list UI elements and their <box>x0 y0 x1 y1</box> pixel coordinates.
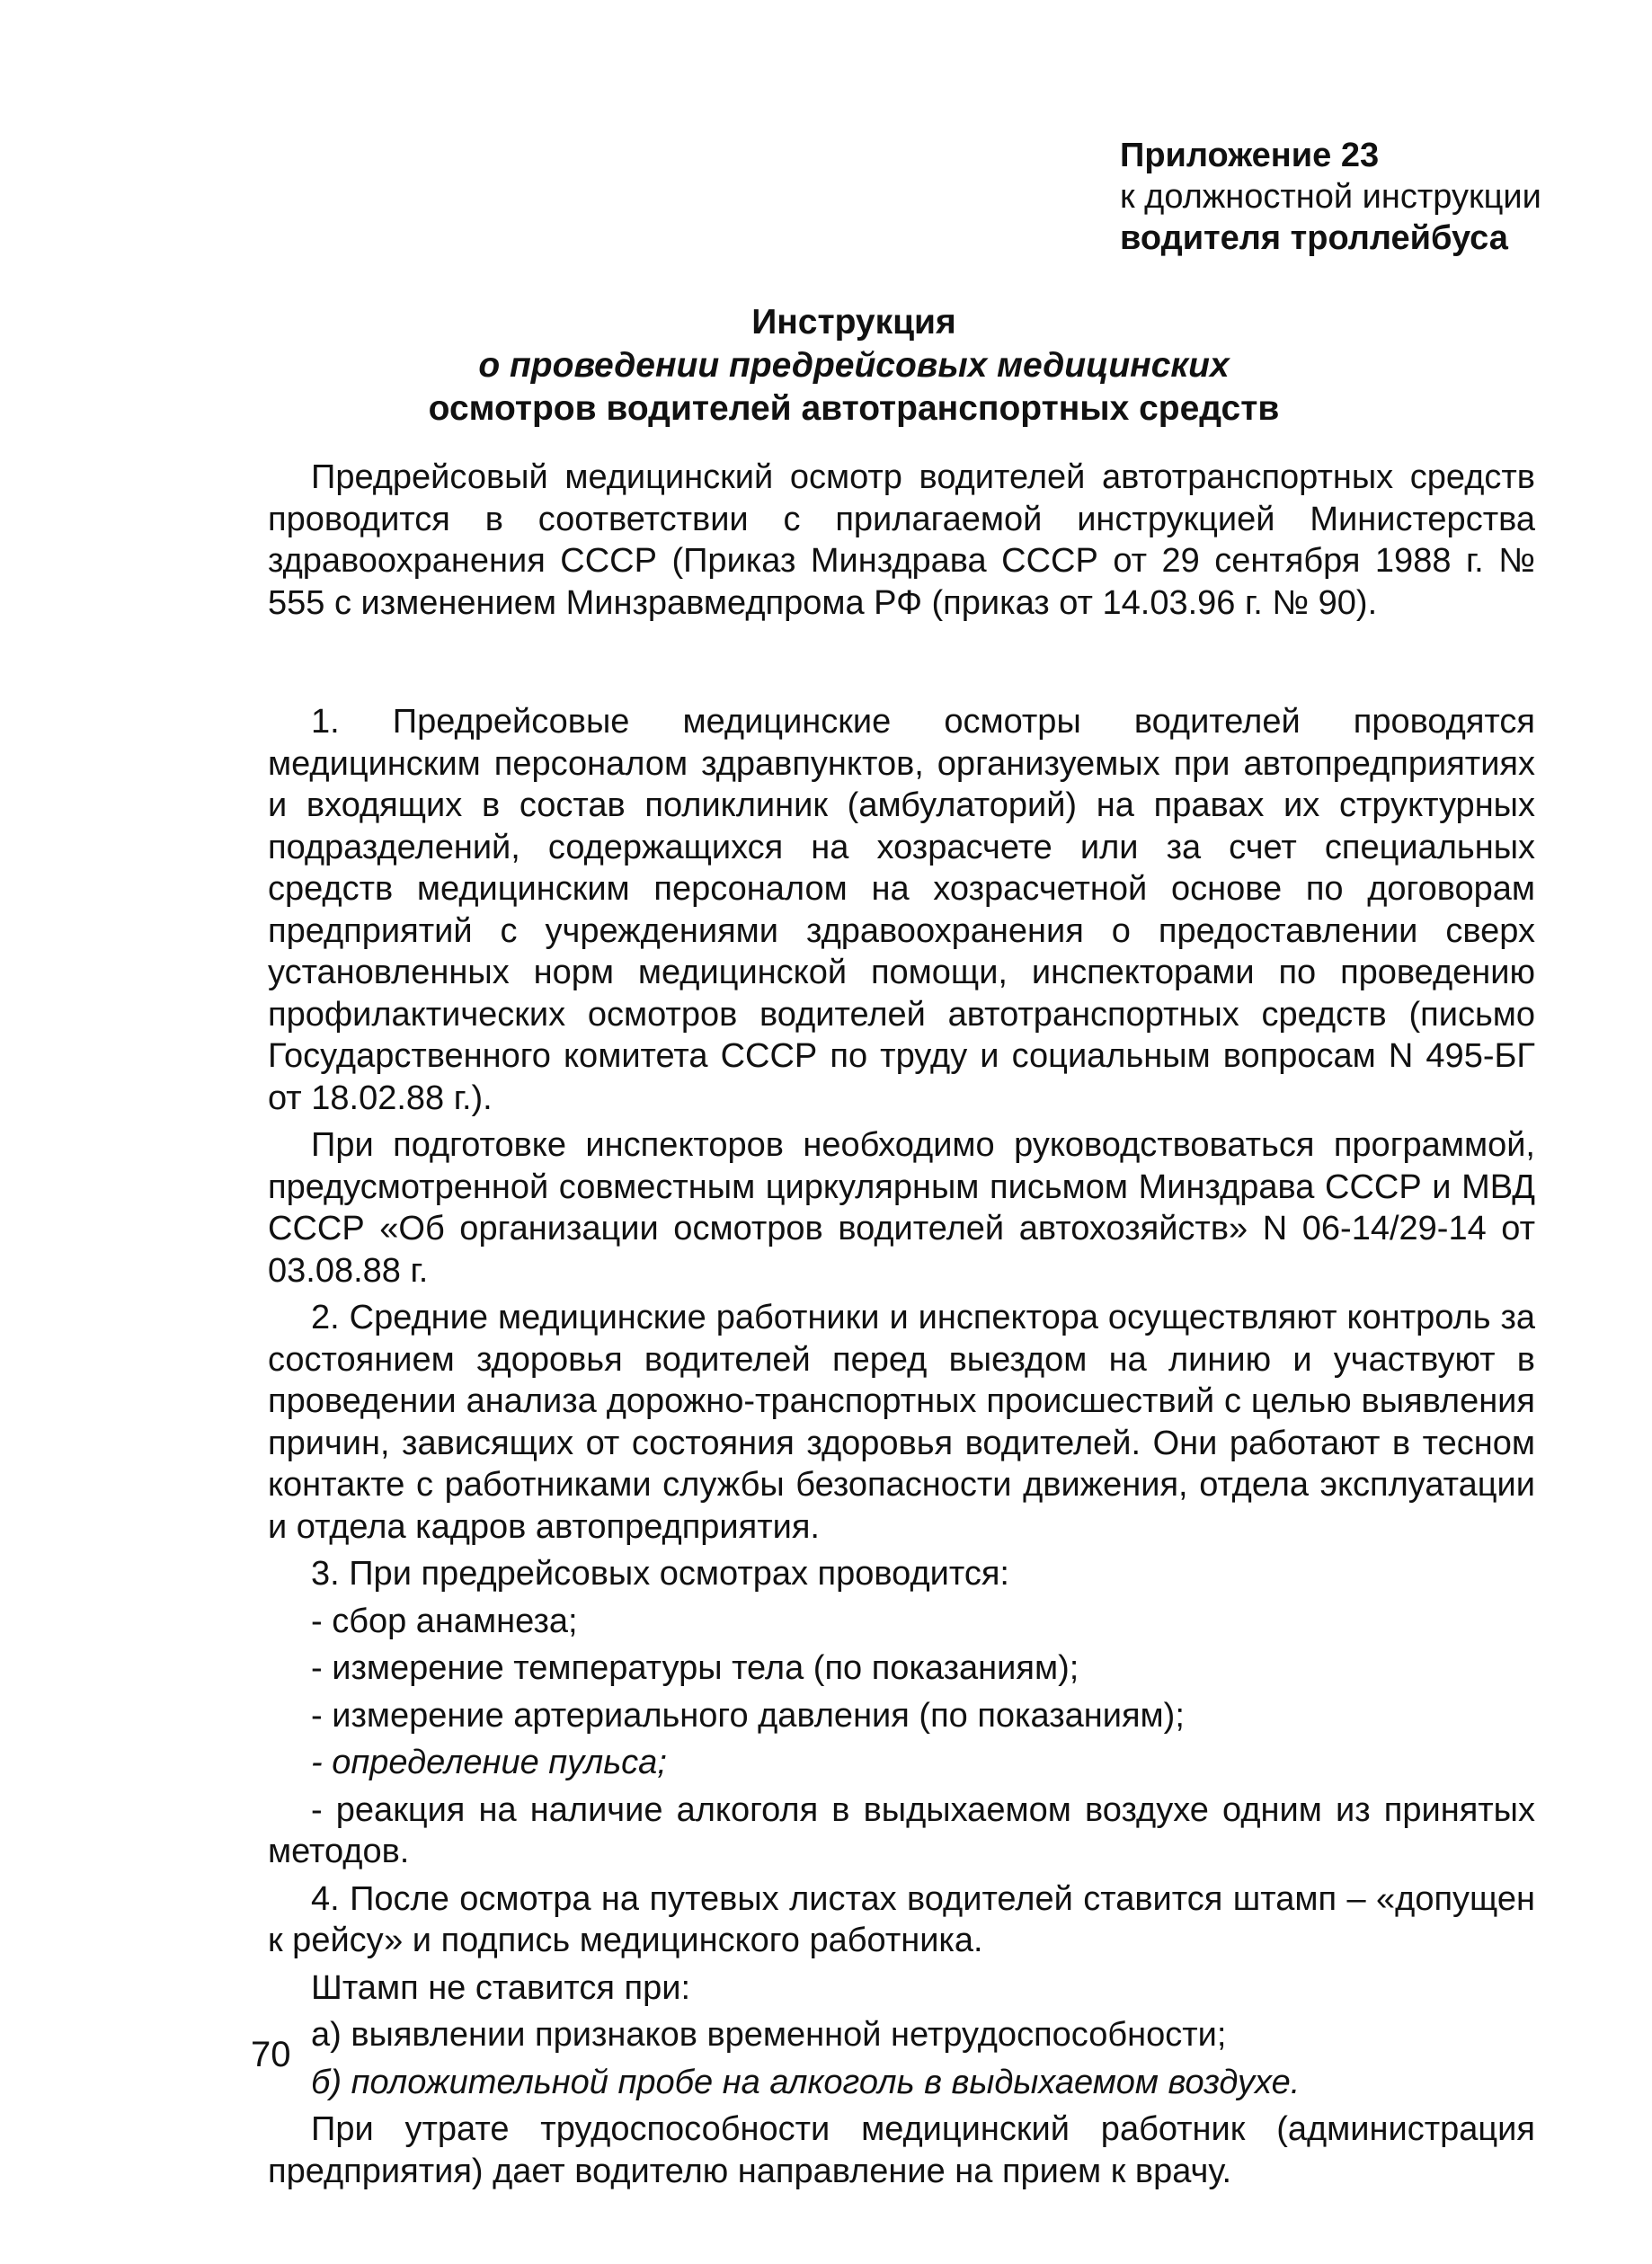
list-item: - определение пульса; <box>311 1744 667 1781</box>
paragraph-1: 1. Предрейсовые медицинские осмотры водителей проводятся медицинским персоналом здравпунктов, организуемых при автопредприятиях и входящих в состав поликлиник (амбулаторий) на правах их структурных подразделений, содержащихся на хозрасчете или за счет специальных средств медицинским персоналом на хозрасчетной основе по договорам предприятий с учреждениями здравоохранения о предоставлении сверх установленных норм медицинской помощи, инспекторами по проведению профилактических осмотров водителей автотранспортных средств (письмо Государственного комитета СССР по труду и социальным вопросам N 495-БГ от 18.02.88 г.). <box>268 703 1535 1117</box>
paragraph-5: При утрате трудоспособности медицинский работник (администрация предприятия) дает водителю направление на прием к врачу. <box>268 2110 1535 2190</box>
appendix-position: водителя троллейбуса <box>1120 219 1508 257</box>
paragraph-3: 3. При предрейсовых осмотрах проводится: <box>311 1555 1009 1593</box>
title-line-1: Инструкция <box>751 303 956 342</box>
list-item: - сбор анамнеза; <box>311 1602 578 1640</box>
appendix-number: Приложение 23 <box>1120 137 1380 174</box>
appendix-subtitle: к должностной инструкции <box>1120 178 1541 216</box>
intro-paragraph: Предрейсовый медицинский осмотр водителей автотранспортных средств проводится в соответствии с прилагаемой инструкцией Министерства здравоохранения СССР (Приказ Минздрава СССР от 29 сентября 1988 г. № 555 с изменением Минзравмедпрома РФ (приказ от 14.03.96 г. № 90). <box>268 458 1535 622</box>
paragraph-4b: Штамп не ставится при: <box>311 1968 691 2007</box>
list-item: а) выявлении признаков временной нетрудоспособности; <box>311 2016 1227 2054</box>
main-body <box>268 701 1535 2197</box>
document-title <box>270 301 1438 431</box>
list-item: - измерение температуры тела (по показаниям); <box>311 1649 1079 1687</box>
appendix-header <box>1120 135 1623 259</box>
page-number: 70 <box>251 2035 291 2074</box>
intro-block <box>268 457 1535 629</box>
title-line-3: осмотров водителей автотранспортных средств <box>428 389 1280 428</box>
paragraph-4: 4. После осмотра на путевых листах водителей ставится штамп – «допущен к рейсу» и подпись медицинского работника. <box>268 1879 1535 1959</box>
list-item: - измерение артериального давления (по показаниям); <box>311 1696 1185 1735</box>
list-item: - реакция на наличие алкоголя в выдыхаемом воздухе одним из принятых методов. <box>268 1790 1535 1870</box>
list-item: б) положительной пробе на алкоголь в выдыхаемом воздухе. <box>311 2063 1301 2101</box>
paragraph-2: 2. Средние медицинские работники и инспектора осуществляют контроль за состоянием здоровья водителей перед выездом на линию и участвуют в проведении анализа дорожно-транспортных происшествий с целью выявления причин, зависящих от состояния здоровья водителей. Они работают в тесном контакте с работниками службы безопасности движения, отдела эксплуатации и отдела кадров автопредприятия. <box>268 1299 1535 1546</box>
title-line-2: о проведении предрейсовых медицинских <box>478 346 1230 385</box>
paragraph-1b: При подготовке инспекторов необходимо руководствоваться программой, предусмотренной совместным циркулярным письмом Минздрава СССР и МВД СССР «Об организации осмотров водителей автохозяйств» N 06-14/29-14 от 03.08.88 г. <box>268 1126 1535 1290</box>
